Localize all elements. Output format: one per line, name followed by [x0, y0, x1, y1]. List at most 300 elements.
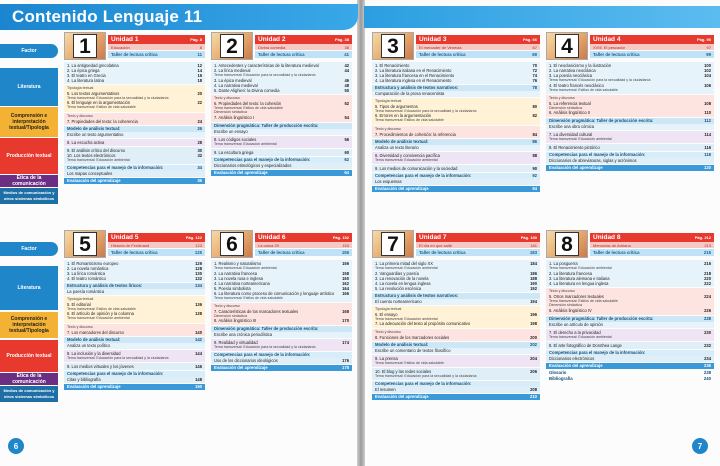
unit-number: 1	[73, 34, 97, 58]
taller-title: Taller de lectura crítica	[111, 250, 158, 255]
comprension-list-line-text: 7. La adecuación del texto al propósito comunicativo	[375, 321, 471, 326]
produccion-list-line	[375, 132, 537, 137]
evaluacion-title: Evaluación del aprendizaje	[549, 363, 603, 368]
literatura-list-line-page: 218	[704, 270, 711, 276]
literatura-list-line-text: 4. La narrativa medieval	[214, 82, 258, 88]
evaluacion	[64, 384, 205, 390]
taller-lectura	[416, 249, 540, 256]
unit-name: Unidad 7	[419, 234, 447, 241]
reading-page: 97	[706, 44, 711, 50]
model-analysis-2-page: 202	[530, 342, 537, 347]
model-analysis-2-page: 142	[195, 337, 202, 342]
reading-title: Educación	[111, 44, 130, 50]
evaluacion-title: Evaluación del aprendizaje	[549, 165, 603, 170]
competencias-sub-text: El resumen	[375, 387, 396, 392]
competencias-sub	[546, 158, 714, 164]
unit-2	[211, 32, 352, 228]
model-analysis-page: 134	[195, 283, 202, 288]
unit-illustration	[64, 32, 106, 60]
produccion-list-line-page: 170	[342, 318, 349, 323]
produccion-list-line	[375, 335, 537, 340]
model-analysis-2-sub-line	[375, 145, 537, 150]
literatura-list-line-page: 222	[704, 280, 711, 286]
unit-illustration	[211, 230, 253, 258]
produccion-list-line-page: 108	[704, 100, 711, 106]
page-number-right: 7	[692, 438, 708, 454]
produccion-list	[372, 329, 540, 341]
comprension-list-line-text: Tipología textual	[375, 307, 402, 311]
literatura-list-line-page: 48	[344, 82, 349, 88]
produccion-list-line-text: Dimensión sintáctica	[549, 105, 582, 110]
literatura-list-line-text: 4. La literatura latina	[67, 78, 105, 83]
unit-name-bar	[590, 233, 714, 242]
produccion-list-line	[214, 318, 349, 323]
etica-list-line-page: 88	[532, 153, 537, 158]
unit-7	[372, 230, 540, 460]
medios-list-line-text: 9. La escultura griega	[214, 150, 254, 155]
model-analysis-sub-line	[214, 332, 349, 337]
literatura-list	[546, 62, 714, 94]
literatura-list-line-text: 1. El Renacimiento	[375, 63, 410, 68]
comprension-list-line-text: 5. Tipos de argumentos	[375, 103, 418, 109]
produccion-list-line-text: 7. Procedimientos de cohesión: la referencia	[375, 131, 456, 137]
model-analysis-sub	[64, 289, 205, 295]
medios-list-line	[375, 166, 537, 171]
literatura-list-line	[375, 286, 537, 291]
comprension-list-line-text: Tipología textual	[375, 99, 402, 103]
literatura-list-line-text: 3. La épica medieval	[214, 77, 252, 83]
comprension-list-line-text: 6. Errores en la argumentación	[375, 113, 432, 118]
etica-list	[546, 131, 714, 143]
model-analysis-sub-line	[67, 132, 202, 137]
model-analysis-title: Estructura y análisis de textos narrativos:	[375, 293, 459, 298]
competencias-sub-line	[214, 163, 349, 168]
unit-reading	[108, 242, 205, 248]
unit-name: Unidad 6	[258, 234, 286, 241]
unit-header	[64, 230, 205, 258]
unit-illustration	[372, 32, 414, 60]
title-bar	[0, 4, 358, 30]
produccion-list-line-text: Dimensión sintáctica	[549, 303, 582, 307]
competencias-title: Competencias para el manejo de la información:	[214, 352, 311, 357]
taller-page: 69	[532, 52, 537, 57]
transversal-theme: Tema transversal: Educación para la sexualidad y la ciudadanía	[67, 95, 169, 100]
etica-list-line	[375, 361, 537, 366]
label-literatura: Literatura	[0, 266, 58, 310]
transversal-theme: Tema transversal: Educación ambiental	[67, 316, 130, 320]
evaluacion	[372, 394, 540, 400]
taller-page: 41	[344, 52, 349, 57]
transversal-theme: Tema transversal: Educación ambiental	[214, 266, 277, 270]
reading-page: 8	[199, 44, 202, 50]
evaluacion	[211, 170, 352, 176]
produccion-list-line	[549, 110, 711, 115]
transversal-theme: Tema transversal: Estilos de vida saludable	[214, 295, 283, 300]
evaluacion-page: 178	[342, 365, 349, 370]
transversal-theme: Tema transversal: Educación para la sexualidad y la ciudadanía	[375, 108, 477, 113]
literatura-list-line-page: 132	[195, 276, 202, 281]
model-analysis-2-sub-line	[67, 343, 202, 348]
competencias-sub-page: 234	[704, 356, 711, 361]
unit-page: Pág. 38	[334, 37, 349, 42]
model-analysis-sub-text: Escribe un artículo de opinión	[549, 322, 603, 327]
etica-list-line-text: 8. La escucha activa	[67, 140, 105, 145]
produccion-list-line-text: Dimensión sintáctica	[214, 313, 247, 318]
competencias-sub-line	[549, 158, 711, 163]
medios-list-line-text: 10. Los textos electrónicos	[67, 153, 116, 158]
section-right-top	[364, 32, 720, 228]
medios-list	[64, 147, 205, 164]
unit-reading	[416, 242, 540, 248]
extra-title: Bibliografía	[549, 376, 573, 381]
comprension-list-line-page: 82	[532, 113, 537, 118]
produccion-list-line-text: Texto y discurso	[214, 96, 240, 100]
competencias-sub-text: Citas y bibliografía	[67, 377, 101, 382]
evaluacion-page: 36	[197, 178, 202, 183]
comprension-list	[64, 296, 205, 323]
model-analysis-sub-text: Comparación de la prosa renacentista	[375, 91, 445, 96]
unit-reading	[255, 44, 352, 50]
literatura-list-line-text: 5. Poesía simbolista	[214, 285, 251, 291]
extra-page: 238	[703, 370, 711, 375]
reading-title: Historia de Ferdinand	[111, 242, 150, 248]
competencias-sub-line	[549, 356, 711, 361]
medios-list-line-text: 9. El análisis crítico del discurso	[67, 148, 126, 153]
transversal-theme: Tema transversal: Educación ambiental	[549, 137, 612, 141]
unit-header	[546, 32, 714, 60]
label-literatura: Literatura	[0, 68, 58, 106]
medios-list-line	[67, 364, 202, 369]
medios-list	[546, 144, 714, 151]
evaluacion	[211, 365, 352, 371]
model-analysis-sub-text: El cuento norteamericano	[375, 299, 422, 304]
model-analysis-2-title: Modelo de análisis textual:	[375, 139, 429, 144]
model-analysis-2-sub-text: Analiza un texto literario	[375, 145, 419, 150]
unit-reading	[590, 242, 714, 248]
label-factor: Factor	[0, 242, 58, 256]
literatura-list	[64, 260, 205, 282]
taller-title: Taller de lectura crítica	[258, 52, 305, 57]
literatura-list-line-page: 74	[532, 73, 537, 78]
competencias-sub-line	[67, 377, 202, 382]
reading-page: 38	[344, 44, 349, 50]
transversal-theme: Tema transversal: Educación ambiental	[375, 158, 438, 162]
unit-header	[372, 32, 540, 60]
literatura-list-line-page: 188	[530, 275, 537, 281]
model-analysis-sub	[372, 299, 540, 305]
etica-list-line-page: 114	[704, 132, 711, 137]
unit-5	[64, 230, 205, 426]
taller-page: 11	[197, 52, 202, 57]
literatura-list-line-text: 2. La narrativa neoclásica	[549, 68, 596, 73]
model-analysis-sub-text: Escribe un texto argumentativo	[67, 132, 124, 137]
literatura-list-line-text: 2. La épica griega	[67, 68, 100, 73]
model-analysis-sub	[211, 129, 352, 135]
literatura-list-line-page: 128	[195, 266, 202, 271]
competencias-sub	[64, 377, 205, 383]
unit-page: Pág. 152	[332, 235, 349, 240]
medios-list-line-text: 8. El Renacimiento pictórico	[549, 145, 600, 150]
literatura-list-line-text: 3. El teatro en Grecia	[67, 73, 106, 78]
competencias-sub	[211, 163, 352, 169]
evaluacion-page: 210	[530, 394, 537, 399]
etica-list-line-text: 8. Diversidad y convivencia pacífica	[375, 153, 440, 158]
taller-lectura	[255, 249, 352, 256]
comprension-list-line-page: 138	[195, 311, 202, 316]
produccion-list-line-text: 7. Propiedades del texto: la coherencia	[67, 118, 138, 124]
comprension-list-line-text: 6. El lenguaje en la argumentación	[67, 100, 131, 105]
label-etica: Ética de la comunicación	[0, 175, 58, 187]
taller-lectura	[108, 51, 205, 58]
literatura-list	[211, 62, 352, 94]
competencias-title: Competencias para el manejo de la información:	[67, 371, 164, 376]
produccion-list	[372, 126, 540, 138]
produccion-list-line-text: 7. Características de los marcadores textuales	[214, 308, 299, 314]
extra-title: Glosario	[549, 370, 567, 375]
etica-list-line-text: 7. La diversidad cultural	[549, 132, 593, 137]
etica-list-line-page: 56	[344, 137, 349, 142]
model-analysis-2-page: 86	[532, 139, 537, 144]
produccion-list-line	[214, 115, 349, 120]
model-analysis-page: 26	[197, 126, 202, 131]
medios-list-line-text: 10. El blog y las redes sociales	[375, 369, 432, 374]
competencias-sub-page: 208	[530, 387, 537, 392]
taller-lectura	[590, 51, 714, 58]
literatura-list	[372, 260, 540, 292]
medios-list-line-page: 232	[704, 343, 711, 348]
competencias-sub-page: 176	[342, 358, 349, 363]
literatura-list-line-page: 14	[197, 68, 202, 73]
transversal-theme: Tema transversal: Educación ambiental	[214, 142, 277, 146]
model-analysis-title: Dimensión pragmática: Taller de producción escrita:	[214, 123, 319, 128]
model-analysis-sub-line	[375, 299, 537, 304]
produccion-list-line-text: Texto y discurso	[67, 114, 93, 118]
literatura-list-line-text: 5. La revolución escénica	[375, 285, 422, 291]
model-analysis-sub-line	[375, 91, 537, 96]
unit-name: Unidad 3	[419, 36, 447, 43]
medios-list	[64, 363, 205, 370]
unit-name-bar	[255, 35, 352, 44]
unit-page: Pág. 8	[190, 37, 202, 42]
unit-name: Unidad 1	[111, 36, 139, 43]
produccion-list-line-text: 8. Análisis lingüístico III	[214, 318, 257, 323]
transversal-theme: Tema transversal: Educación ambiental	[67, 158, 130, 162]
medios-list-line-page: 30	[197, 148, 202, 153]
model-analysis-2-sub	[64, 343, 205, 349]
literatura-list-line-page: 184	[530, 261, 537, 266]
etica-list-line	[67, 356, 202, 361]
literatura-list-line-text: 1. La posguerra	[549, 261, 578, 266]
model-analysis-sub-text: Escribe una obra cómica	[549, 124, 595, 129]
competencias-sub-text: Uso de los diccionarios ideológicos	[214, 358, 278, 363]
section-left-top	[0, 32, 358, 228]
unit-header	[546, 230, 714, 258]
etica-list	[64, 139, 205, 146]
produccion-list-line	[67, 330, 202, 335]
unit-header	[372, 230, 540, 258]
transversal-theme: Tema transversal: Educación ambiental	[549, 266, 612, 270]
produccion-list	[546, 95, 714, 117]
model-analysis-2-sub-text: Escribe un comentario de textos filosófico	[375, 348, 451, 353]
competencias-sub-line	[67, 171, 202, 176]
literatura-list-line-text: 2. Vanguardias y poesía	[375, 270, 419, 276]
etica-list	[64, 350, 205, 362]
literatura-list-line	[549, 88, 711, 93]
model-analysis-2-sub-text: Analiza un texto político	[67, 343, 111, 348]
literatura-list-line-page: 126	[195, 261, 202, 266]
evaluacion-title: Evaluación del aprendizaje	[67, 384, 121, 389]
comprension-list	[64, 85, 205, 112]
literatura-list-line	[549, 281, 711, 286]
evaluacion	[546, 165, 714, 171]
taller-lectura	[416, 51, 540, 58]
transversal-theme: Tema transversal: Educación ambiental	[375, 316, 438, 321]
evaluacion-title: Evaluación del aprendizaje	[214, 170, 268, 175]
comprension-list-line-text: Tipología textual	[67, 86, 94, 90]
literatura-list-line-page: 106	[704, 82, 711, 88]
literatura-list-line-page: 76	[532, 78, 537, 83]
model-analysis-2-sub	[372, 348, 540, 354]
etica-list	[211, 339, 352, 351]
literatura-list-line-text: 1. La antigüedad grecolatina	[67, 63, 119, 68]
comprension-list-line-page: 20	[197, 90, 202, 96]
medios-list	[372, 165, 540, 172]
literatura-list-line-text: 2. La literatura italiana en el Renacimiento	[375, 68, 452, 73]
reading-title: XVIII. El pescador	[593, 44, 626, 50]
competencias-sub-text: Diccionarios electrónicos	[549, 356, 595, 361]
literatura-list-line-page: 164	[342, 285, 349, 291]
produccion-list-line-text: 8. Funciones de los marcadores sociales	[375, 334, 450, 340]
reading-title: La cama 29	[258, 242, 279, 248]
model-analysis-page: 228	[704, 316, 711, 321]
unit-8	[546, 230, 714, 460]
produccion-list-line-text: 6. Análisis lingüístico IV	[549, 307, 592, 313]
unit-page: Pág. 122	[185, 235, 202, 240]
unit-6	[211, 230, 352, 426]
taller-lectura	[255, 51, 352, 58]
etica-list-line	[549, 137, 711, 142]
produccion-list-line	[549, 308, 711, 313]
produccion-list-line-text: 6. Análisis lingüístico II	[549, 110, 591, 115]
unit-name: Unidad 8	[593, 234, 621, 241]
literatura-list-line-page: 100	[704, 63, 711, 68]
reading-page: 123	[195, 242, 202, 248]
competencias-sub	[64, 171, 205, 177]
label-etica: Ética de la comunicación	[0, 373, 58, 385]
section-left-bottom	[0, 230, 358, 426]
comprension-list-line	[375, 118, 537, 123]
evaluacion-title: Evaluación del aprendizaje	[375, 394, 429, 399]
comprension-list-line-page: 196	[530, 311, 537, 317]
model-analysis-title: Estructura y análisis de textos líricos:	[67, 283, 143, 288]
evaluacion-page: 236	[704, 363, 711, 368]
comprension-list-line	[375, 321, 537, 326]
competencias-title: Competencias para el manejo de la información:	[549, 350, 646, 355]
produccion-list-line-page: 52	[344, 100, 349, 106]
literatura-list-line-page: 72	[532, 68, 537, 73]
unit-number: 4	[555, 34, 579, 58]
model-analysis-sub-line	[67, 289, 202, 294]
literatura-list	[64, 62, 205, 84]
model-analysis-sub-line	[549, 124, 711, 129]
literatura-list-line-page: 102	[704, 68, 711, 73]
unit-name-bar	[416, 35, 540, 44]
medios-list-line-page: 90	[532, 166, 537, 171]
comprension-list-line-page: 198	[530, 321, 537, 326]
taller-title: Taller de lectura crítica	[593, 250, 640, 255]
transversal-theme: Tema transversal: Educación ambiental	[375, 266, 438, 270]
medios-list-line-page: 60	[344, 150, 349, 155]
reading-title: El día en que salté	[419, 242, 453, 248]
literatura-list-line	[375, 78, 537, 83]
etica-list-line-text: 9. Realidad y virtualidad	[214, 340, 258, 345]
competencias-title: Competencias para el manejo de la información:	[67, 165, 164, 170]
literatura-list-line-page: 216	[704, 261, 711, 266]
unit-name-bar	[590, 35, 714, 44]
produccion-list-line-page: 224	[704, 293, 711, 299]
unit-name: Unidad 5	[111, 234, 139, 241]
section-right-bottom	[364, 230, 720, 460]
competencias-sub-text: Diccionarios de abreviaturas, siglas y acrónimos	[549, 158, 637, 163]
taller-page: 155	[341, 250, 349, 255]
transversal-theme: Tema transversal: Estilos de vida saludable	[375, 118, 444, 122]
transversal-theme: Tema transversal: Educación para la sexualidad y la ciudadanía	[214, 345, 316, 349]
competencias-title: Competencias para el manejo de la información:	[375, 173, 472, 178]
medios-list	[211, 149, 352, 156]
comprension-list-line	[67, 316, 202, 321]
etica-list	[372, 355, 540, 367]
etica-list-line-page: 230	[704, 330, 711, 335]
evaluacion-title: Evaluación del aprendizaje	[67, 178, 121, 183]
literatura-list-line-text: 1. Realismo y naturalismo	[214, 261, 262, 266]
competencias-sub	[372, 179, 540, 185]
produccion-list-line-text: Texto y discurso	[549, 96, 575, 100]
evaluacion-page: 120	[704, 165, 711, 170]
produccion-list	[211, 95, 352, 122]
model-analysis-sub-text: Escribe una crónica periodística	[214, 332, 273, 337]
etica-list	[211, 136, 352, 148]
produccion-list-line-page: 200	[530, 334, 537, 340]
competencias-page: 118	[704, 152, 711, 157]
literatura-list-line	[67, 78, 202, 83]
competencias-title: Competencias para el manejo de la información:	[375, 381, 472, 386]
unit-1	[64, 32, 205, 228]
medios-list-line-page: 32	[197, 153, 202, 158]
comprension-list-line-text: 6. El artículo de opinión y la columna	[67, 311, 134, 316]
evaluacion-page: 150	[195, 384, 202, 389]
comprension-list-line-text: 5. El editorial	[67, 301, 91, 307]
etica-list-line-text: 8. La inclusión y la diversidad	[67, 351, 121, 356]
unit-name-bar	[416, 233, 540, 242]
produccion-list-line-text: 5. Otros marcadores textuales	[549, 293, 604, 299]
literatura-list-line-text: 2. La literatura francesa	[549, 270, 593, 276]
reading-title: Divina comedia	[258, 44, 286, 50]
unit-name: Unidad 4	[593, 36, 621, 43]
unit-reading	[108, 44, 205, 50]
literatura-list-line-text: 4. La literatura en lengua inglesa	[549, 280, 609, 286]
competencias-sub-text: Los mapas conceptuales	[67, 171, 113, 176]
etica-list-line	[214, 345, 349, 350]
taller-title: Taller de lectura crítica	[419, 250, 466, 255]
etica-list-line	[549, 335, 711, 340]
unit-illustration	[64, 230, 106, 258]
taller-title: Taller de lectura crítica	[111, 52, 158, 57]
literatura-list-line-text: 1. El Romanticismo europeo	[67, 261, 119, 266]
literatura-list-line-page: 160	[342, 275, 349, 281]
literatura-list	[546, 260, 714, 287]
medios-list-line	[214, 150, 349, 155]
unit-number: 2	[220, 34, 244, 58]
